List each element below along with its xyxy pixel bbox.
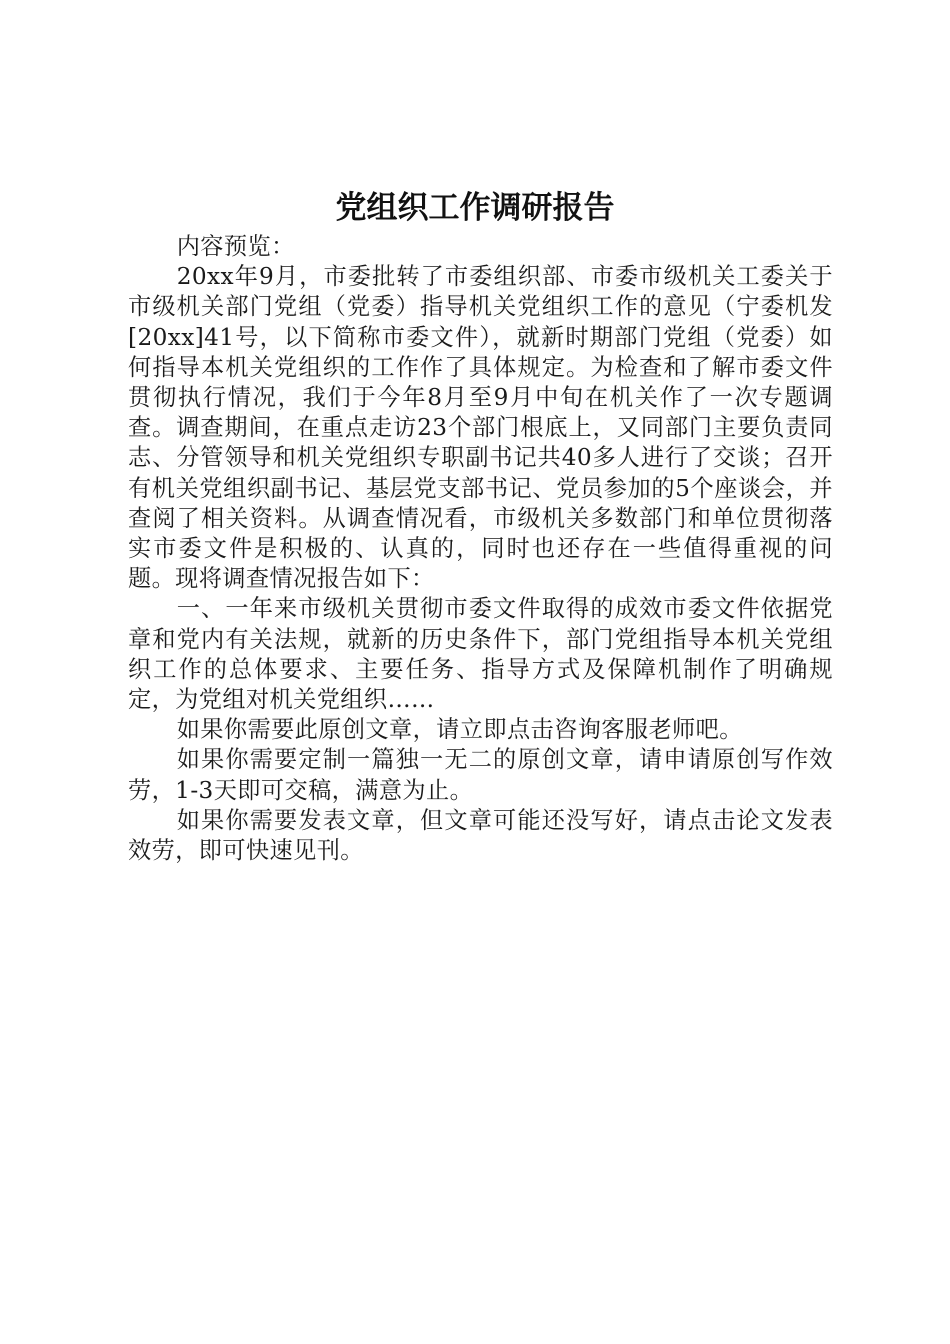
paragraph-section-one: 一、一年来市级机关贯彻市委文件取得的成效市委文件依据党章和党内有关法规，就新的历史条件下，部门党组指导本机关党组织工作的总体要求、主要任务、指导方式及保障机制作了明确规定，为党组对机关党组织…… <box>128 595 833 714</box>
document-body <box>128 232 833 866</box>
page-title: 党组织工作调研报告 <box>335 190 615 226</box>
paragraph-custom-writing: 如果你需要定制一篇独一无二的原创文章，请申请原创写作效劳，1-3天即可交稿，满意为止。 <box>128 746 833 804</box>
preview-label: 内容预览： <box>176 233 295 260</box>
paragraph-intro: 20xx年9月，市委批转了市委组织部、市委市级机关工委关于市级机关部门党组（党委）指导机关党组织工作的意见（宁委机发[20xx]41号，以下简称市委文件），就新时期部门党组（党委）如何指导本机关党组织的工作作了具体规定。为检查和了解市委文件贯彻执行情况，我们于今年8月至9月中旬在机关作了一次专题调查。调查期间，在重点走访23个部门根底上，又同部门主要负责同志、分管领导和机关党组织专职副书记共40多人进行了交谈；召开有机关党组织副书记、基层党支部书记、党员参加的5个座谈会，并查阅了相关资料。从调查情况看，市级机关多数部门和单位贯彻落实市委文件是积极的、认真的，同时也还存在一些值得重视的问题。现将调查情况报告如下： <box>128 263 833 593</box>
paragraph-consult: 如果你需要此原创文章，请立即点击咨询客服老师吧。 <box>176 716 743 744</box>
paragraph-publish: 如果你需要发表文章，但文章可能还没写好，请点击论文发表效劳，即可快速见刊。 <box>128 806 833 865</box>
